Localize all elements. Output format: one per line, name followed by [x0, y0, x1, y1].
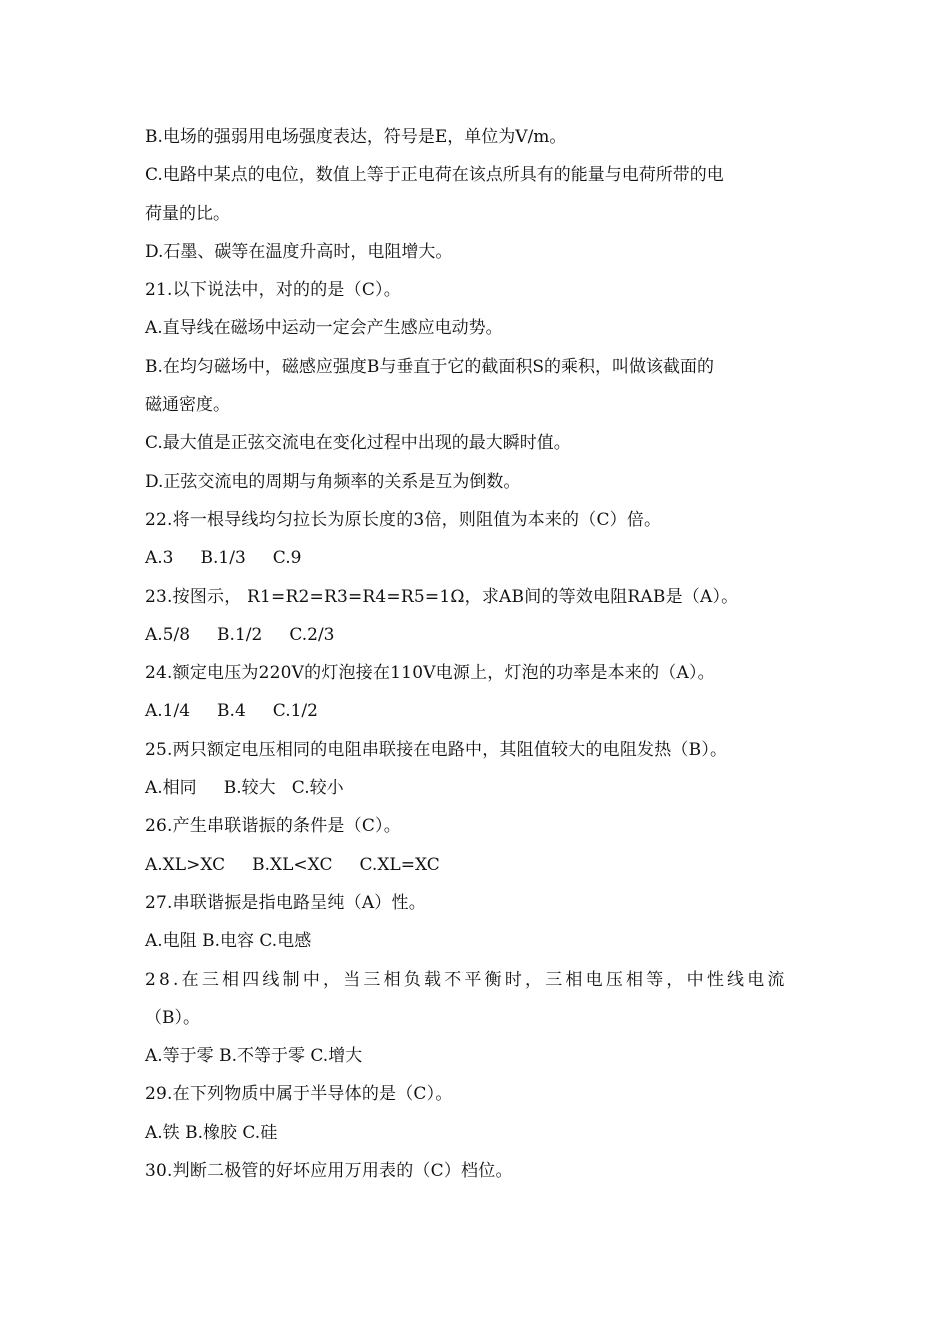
option-line-continued: 荷量的比。 [145, 203, 230, 224]
answer-options: A.XL>XC B.XL<XC C.XL=XC [145, 854, 440, 875]
question-28-continued: （B）。 [145, 1007, 200, 1028]
question-25: 25.两只额定电压相同的电阻串联接在电路中，其阻值较大的电阻发热（B）。 [145, 739, 728, 760]
question-21: 21.以下说法中，对的的是（C）。 [145, 280, 401, 301]
option-line: D.正弦交流电的周期与角频率的关系是互为倒数。 [145, 471, 521, 492]
option-line-continued: 磁通密度。 [145, 395, 230, 416]
answer-options: A.1/4 B.4 C.1/2 [145, 701, 318, 722]
option-line: D.石墨、碳等在温度升高时，电阻增大。 [145, 241, 453, 262]
question-29: 29.在下列物质中属于半导体的是（C）。 [145, 1084, 453, 1105]
question-27: 27.串联谐振是指电路呈纯（A）性。 [145, 892, 426, 913]
document-body [145, 122, 825, 1194]
option-line: C.电路中某点的电位，数值上等于正电荷在该点所具有的能量与电荷所带的电 [145, 165, 724, 186]
option-line: C.最大值是正弦交流电在变化过程中出现的最大瞬时值。 [145, 433, 571, 454]
question-28: 28.在三相四线制中，当三相负载不平衡时，三相电压相等，中性线电流 [145, 969, 788, 990]
answer-options: A.铁 B.橡胶 C.硅 [145, 1122, 278, 1143]
answer-options: A.电阻 B.电容 C.电感 [145, 931, 312, 952]
question-30: 30.判断二极管的好坏应用万用表的（C）档位。 [145, 1161, 513, 1182]
question-22: 22.将一根导线均匀拉长为原长度的3倍，则阻值为本来的（C）倍。 [145, 509, 662, 530]
option-line: A.直导线在磁场中运动一定会产生感应电动势。 [145, 318, 503, 339]
option-line: B.电场的强弱用电场强度表达，符号是E，单位为V/m。 [145, 127, 567, 147]
answer-options: A.等于零 B.不等于零 C.增大 [145, 1046, 363, 1067]
question-24: 24.额定电压为220V的灯泡接在110V电源上，灯泡的功率是本来的（A）。 [145, 663, 715, 684]
answer-options: A.相同 B.较大 C.较小 [145, 778, 344, 799]
question-23: 23.按图示， R1=R2=R3=R4=R5=1Ω，求AB间的等效电阻RAB是（A）。 [145, 586, 739, 607]
answer-options: A.3 B.1/3 C.9 [145, 548, 302, 569]
question-26: 26.产生串联谐振的条件是（C）。 [145, 816, 401, 837]
answer-options: A.5/8 B.1/2 C.2/3 [145, 624, 335, 645]
option-line: B.在均匀磁场中，磁感应强度B与垂直于它的截面积S的乘积，叫做该截面的 [145, 356, 715, 377]
